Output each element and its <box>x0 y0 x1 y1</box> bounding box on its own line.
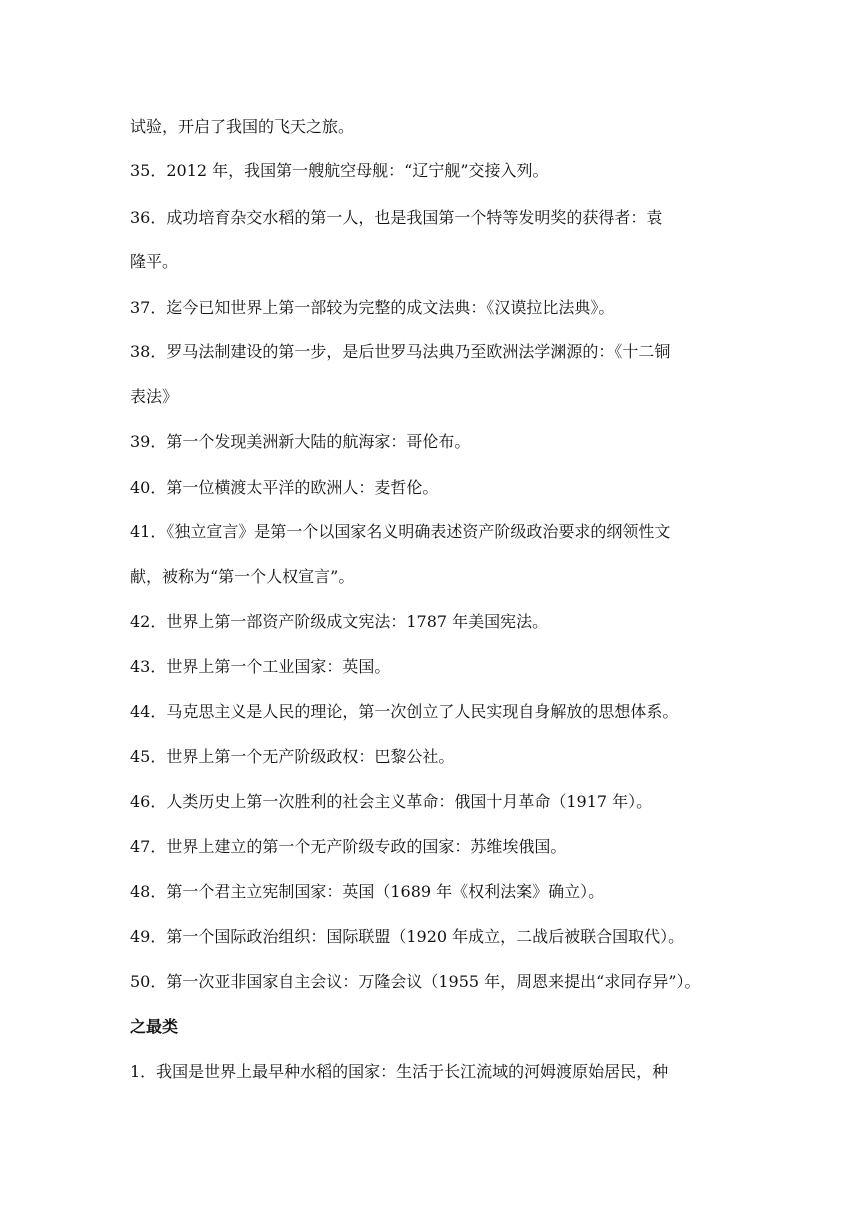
text-line: 42．世界上第一部资产阶级成文宪法：1787 年美国宪法。 <box>130 612 549 631</box>
text-line: 48．第一个君主立宪制国家：英国（1689 年《权利法案》确立）。 <box>130 882 605 901</box>
paragraph-49 <box>130 926 730 948</box>
text-line: 献，被称为“第一个人权宣言”。 <box>130 567 355 586</box>
text-line: 39．第一个发现美洲新大陆的航海家：哥伦布。 <box>130 432 471 451</box>
paragraph-36 <box>130 207 730 229</box>
paragraph-50 <box>130 971 730 993</box>
paragraph-superlative-1 <box>130 1061 730 1083</box>
paragraph-36-cont <box>130 251 730 273</box>
text-line: 49．第一个国际政治组织：国际联盟（1920 年成立，二战后被联合国取代）。 <box>130 927 685 946</box>
paragraph-46 <box>130 791 730 813</box>
text-line: 44．马克思主义是人民的理论，第一次创立了人民实现自身解放的思想体系。 <box>130 702 679 721</box>
paragraph-44 <box>130 701 730 723</box>
text-line: 50．第一次亚非国家自主会议：万隆会议（1955 年，周恩来提出“求同存异”）。 <box>130 972 701 991</box>
section-heading-text: 之最类 <box>130 1017 179 1036</box>
text-line: 46．人类历史上第一次胜利的社会主义革命：俄国十月革命（1917 年）。 <box>130 792 653 811</box>
paragraph-47 <box>130 836 730 858</box>
paragraph-40 <box>130 477 730 499</box>
paragraph-39 <box>130 431 730 453</box>
paragraph-37 <box>130 297 730 319</box>
text-line: 40．第一位横渡太平洋的欧洲人：麦哲伦。 <box>130 478 439 497</box>
text-line: 试验，开启了我国的飞天之旅。 <box>130 117 355 136</box>
paragraph-48 <box>130 881 730 903</box>
text-line: 37．迄今已知世界上第一部较为完整的成文法典：《汉谟拉比法典》。 <box>130 298 615 317</box>
text-line: 45．世界上第一个无产阶级政权：巴黎公社。 <box>130 747 455 766</box>
text-line: 38．罗马法制建设的第一步，是后世罗马法典乃至欧洲法学渊源的：《十二铜 <box>130 342 671 361</box>
paragraph-41 <box>130 521 730 543</box>
paragraph-34-continuation <box>130 116 730 138</box>
text-line: 表法》 <box>130 387 179 406</box>
paragraph-42 <box>130 611 730 633</box>
text-line: 41．《独立宣言》是第一个以国家名义明确表述资产阶级政治要求的纲领性文 <box>130 522 671 541</box>
section-heading <box>130 1016 730 1038</box>
text-line: 1．我国是世界上最早种水稻的国家：生活于长江流域的河姆渡原始居民，种 <box>130 1062 669 1081</box>
text-line: 隆平。 <box>130 252 179 271</box>
paragraph-41-cont <box>130 566 730 588</box>
paragraph-38-cont <box>130 386 730 408</box>
text-line: 36．成功培育杂交水稻的第一人，也是我国第一个特等发明奖的获得者：袁 <box>130 208 663 227</box>
paragraph-35 <box>130 160 730 182</box>
text-line: 43．世界上第一个工业国家：英国。 <box>130 657 391 676</box>
paragraph-45 <box>130 746 730 768</box>
text-line: 47．世界上建立的第一个无产阶级专政的国家：苏维埃俄国。 <box>130 837 567 856</box>
paragraph-38 <box>130 341 730 363</box>
paragraph-43 <box>130 656 730 678</box>
text-line: 35．2012 年，我国第一艘航空母舰：“辽宁舰”交接入列。 <box>130 161 549 180</box>
